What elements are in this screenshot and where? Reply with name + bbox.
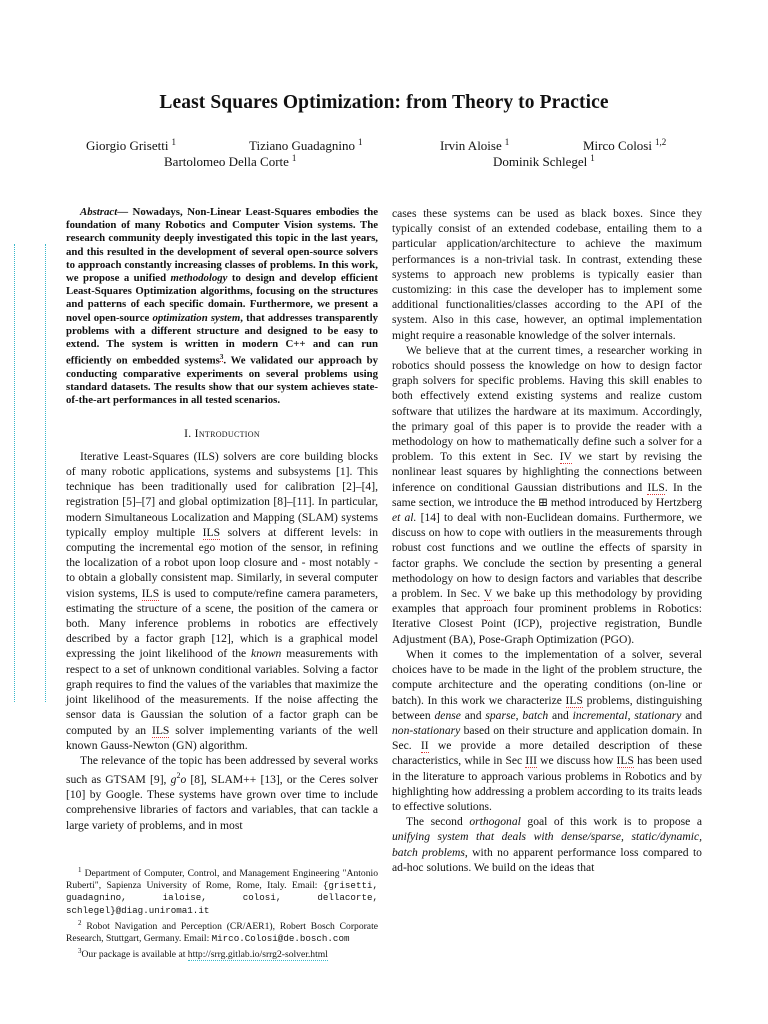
footnote: $^1$ Department of Computer, Control, and Management Engineering "Antonio Ruberti", Sapienza University of Rome, Rome, Italy. Email: {grisetti, guadagnino, ialoise, colosi, dellacorte, schlegel}@diag.uniroma1.it xyxy=(66,866,378,916)
author-name: Tiziano Guadagnino xyxy=(249,138,356,153)
author xyxy=(249,137,363,154)
author xyxy=(583,137,666,154)
paper-title: Least Squares Optimization: from Theory to Practice xyxy=(159,92,609,113)
author-affiliation: 1 xyxy=(291,153,297,163)
email-text: {grisetti, guadagnino, ialoise, colosi, dellacorte, schlegel}@diag.uniroma1.it xyxy=(66,880,378,916)
author-affiliation: 1 xyxy=(590,153,595,163)
author-name: Dominik Schlegel xyxy=(493,154,588,169)
abstract: Abstract— Nowadays, Non-Linear Least-Squares embodies the foundation of many Robotics and Computer Vision systems. The research community deeply investigated this topic in the last years, and this resulted in the development of several open-source solvers to approach constantly increasing classes of problems. In this work, we propose a unified methodology to design and develop efficient Least-Squares Optimization algorithms, focusing on the structures and patterns of each specific domain. Furthermore, we present a novel open-source optimization system, that addresses transparently problems with a different structure and designed to be easy to extend. The system is written in modern C++ and can run efficiently on embedded systems$^3$. We validated our approach by conducting comparative experiments on several problems using standard datasets. The results show that our system achieves state-of-the-art performances in all tested scenarios. xyxy=(66,206,379,407)
section-link[interactable]: V xyxy=(483,587,493,601)
acronym-link[interactable]: ILS xyxy=(647,480,665,494)
acronym-link[interactable]: ILS xyxy=(151,723,170,737)
left-column xyxy=(66,206,378,833)
footnote-link[interactable]: 3 xyxy=(219,353,224,362)
section-link[interactable]: III xyxy=(525,754,537,768)
acronym-link[interactable]: ILS xyxy=(616,754,634,768)
abstract-label: Abstract xyxy=(80,206,118,218)
author xyxy=(164,153,296,170)
acronym-link[interactable]: ILS xyxy=(141,586,160,600)
author-affiliation: 1 xyxy=(504,137,510,147)
author-name: Giorgio Grisetti xyxy=(86,138,169,153)
section-link[interactable]: IV xyxy=(559,450,572,464)
package-url-link[interactable]: http://srrg.gitlab.io/srrg2-solver.html xyxy=(187,949,328,961)
acronym-link[interactable]: ILS xyxy=(202,525,221,539)
paragraph: When it comes to the implementation of a solver, several choices have to be made in the light of the problem structure, the compute architecture and the operating conditions (on-line or batch). In this work we characterize ILS problems, distinguishing between dense and sparse, batch and incremental, stationary and non-stationary based on their structure and application domain. In Sec. II we provide a more detailed description of these characteristics, while in Sec III we discuss how ILS has been used in the literature to approach various problems in Robotics and by highlighting how addressing a problem according to its traits leads to effective solutions. xyxy=(392,647,703,813)
author xyxy=(493,153,595,170)
paragraph: The relevance of the topic has been addressed by several works such as GTSAM [9], $g^2o$ [8], SLAM++ [13], or the Ceres solver [10] by Google. These systems have grown over time to include comprehensive libraries of factors and variables, that can tackle a large variety of problems, and in most xyxy=(66,753,378,832)
author-name: Bartolomeo Della Corte xyxy=(164,154,289,169)
acronym-link[interactable]: ILS xyxy=(565,693,583,707)
author-name: Irvin Aloise xyxy=(440,138,502,153)
author-affiliation: 1 xyxy=(358,137,363,147)
footnote: $^3$Our package is available at http://srrg.gitlab.io/srrg2-solver.html xyxy=(78,947,328,961)
footnotes xyxy=(66,864,378,961)
paragraph: We believe that at the current times, a researcher working in robotics should possess the knowledge on how to design factor graph solvers for specific problems. Having this skill enables to both effectively extend existing systems and realize custom software that utilizes the hardware at its maximum. Accordingly, the primary goal of this paper is to provide the reader with a methodology on how to mathematically define such a solver for a problem. To this extent in Sec. IV we start by revising the nonlinear least squares by highlighting the connections between inference on conditional Gaussian distributions and ILS. In the same section, we introduce the ⊞ method introduced by Hertzberg et al. [14] to deal with non-Euclidean domains. Furthermore, we discuss on how to cope with outliers in the measurements through robust cost functions and we outline the effects of sparsity in factor graphs. We conclude the section by presenting a general methodology on how to design factors and variables that describe a problem. In Sec. V we bake up this methodology by providing examples that approach four prominent problems in Robotics: Iterative Closest Point (ICP), projective registration, Bundle Adjustment (BA), Pose-Graph Optimization (PGO). xyxy=(392,343,702,646)
paragraph: The second orthogonal goal of this work is to propose a unifying system that deals with dense/sparse, static/dynamic, batch problems, with no apparent performance loss compared to ad-hoc solutions. We build on the ideas that xyxy=(392,815,702,874)
paragraph: cases these systems can be used as black boxes. Since they typically consist of an extended codebase, entailing them to a particular application/architecture to achieve the maximum performances is a non-trivial task. In contrast, extending these systems to approach new problems is typically easier than customizing: in this case the developer has to implement some additional functionalities/classes according to the API of the system. Also in this case, however, an optimal implementation might require a reasonable knowledge of the solver internals. xyxy=(392,207,702,342)
section-heading: I. Introduction xyxy=(184,426,260,440)
author-affiliation: 1,2 xyxy=(654,137,667,147)
author xyxy=(440,137,509,154)
author xyxy=(86,137,176,154)
author-affiliation: 1 xyxy=(171,137,176,147)
margin-link-box[interactable] xyxy=(14,244,46,702)
footnote: $^2$ Robot Navigation and Perception (CR/AER1), Robert Bosch Corporate Research, Stuttgart, Germany. Email: Mirco.Colosi@de.bosch.com xyxy=(66,918,378,945)
author-name: Mirco Colosi xyxy=(583,138,652,153)
section-link[interactable]: II xyxy=(420,739,429,753)
email-text: Mirco.Colosi@de.bosch.com xyxy=(211,933,350,945)
paragraph: Iterative Least-Squares (ILS) solvers are core building blocks of many robotic applications, systems and subsystems [1]. This technique has been traditionally used for calibration [2]–[4], registration [5]–[7] and global optimization [8]–[11]. In particular, modern Simultaneous Localization and Mapping (SLAM) systems typically employ multiple ILS solvers at different levels: in computing the incremental ego motion of the sensor, in refining the localization of a robot upon loop closure and - most notably - to obtain a globally consistent map. Similarly, in several computer vision systems, ILS is used to compute/refine camera parameters, estimating the structure of a scene, the position of the camera or both. Many inference problems in robotics are effectively described by a factor graph [12], which is a graphical model expressing the joint likelihood of the known measurements with respect to a set of unknown conditional variables. Solving a factor graph requires to find the values of the variables that maximize the joint likelihood of the measurements. If the noise affecting the sensor data is Gaussian the solution of a factor graph can be computed by an ILS solver implementing variants of the well known Gauss-Newton (GN) algorithm. xyxy=(66,449,379,752)
right-column xyxy=(392,206,702,875)
